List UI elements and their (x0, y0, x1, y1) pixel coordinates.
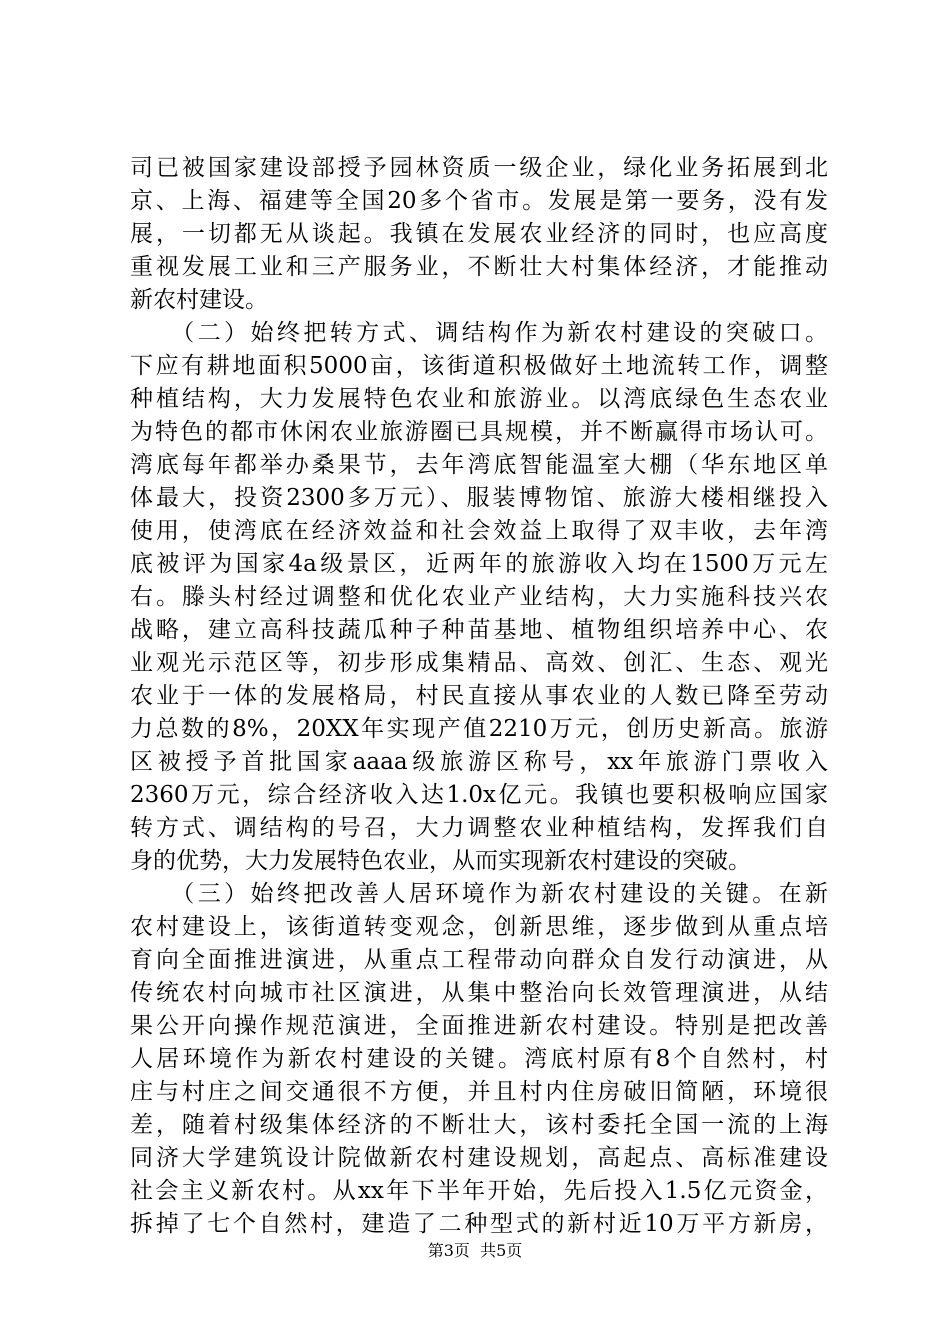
text-line: 转方式、调结构的号召，大力调整农业种植结构，发挥我们自 (130, 815, 828, 841)
text-line: 使用，使湾底在经济效益和社会效益上取得了双丰收，去年湾 (130, 518, 828, 544)
body-text (130, 152, 828, 1241)
text-line: 底被评为国家4a级景区，近两年的旅游收入均在1500万元左 (130, 551, 828, 577)
text-line: 下应有耕地面积5000亩，该街道积极做好土地流转工作，调整 (130, 353, 828, 379)
text-line: 为特色的都市休闲农业旅游圈已具规模，并不断赢得市场认可。 (130, 419, 828, 445)
text-line: 果公开向操作规范演进，全面推进新农村建设。特别是把改善 (130, 1013, 828, 1039)
text-line: 业观光示范区等，初步形成集精品、高效、创汇、生态、观光 (130, 650, 828, 676)
text-line: 农业于一体的发展格局，村民直接从事农业的人数已降至劳动 (130, 683, 828, 709)
text-line: 拆掉了七个自然村，建造了二种型式的新村近10万平方新房， (130, 1211, 828, 1237)
section-heading-line: （三）始终把改善人居环境作为新农村建设的关键。在新 (130, 881, 828, 907)
text-line: 体最大，投资2300多万元）、服装博物馆、旅游大楼相继投入 (130, 485, 828, 511)
text-line: 展，一切都无从谈起。我镇在发展农业经济的同时，也应高度 (130, 221, 828, 247)
section-heading-line: （二）始终把转方式、调结构作为新农村建设的突破口。 (130, 320, 828, 346)
text-line: 力总数的8%，20XX年实现产值2210万元，创历史新高。旅游 (130, 716, 828, 742)
text-line: 2360万元，综合经济收入达1.0x亿元。我镇也要积极响应国家 (130, 782, 828, 808)
text-line: 区被授予首批国家aaaa级旅游区称号，xx年旅游门票收入 (130, 749, 828, 775)
text-line: 传统农村向城市社区演进，从集中整治向长效管理演进，从结 (130, 980, 828, 1006)
text-line: 差，随着村级集体经济的不断壮大，该村委托全国一流的上海 (130, 1112, 828, 1138)
text-line: 新农村建设。 (130, 287, 268, 313)
text-line: 庄与村庄之间交通很不方便，并且村内住房破旧简陋，环境很 (130, 1079, 828, 1105)
text-line: 京、上海、福建等全国20多个省市。发展是第一要务，没有发 (130, 188, 828, 214)
text-line: 司已被国家建设部授予园林资质一级企业，绿化业务拓展到北 (130, 155, 828, 181)
text-line: 育向全面推进演进，从重点工程带动向群众自发行动演进，从 (130, 947, 828, 973)
text-line: 农村建设上，该街道转变观念，创新思维，逐步做到从重点培 (130, 914, 828, 940)
text-line: 同济大学建筑设计院做新农村建设规划，高起点、高标准建设 (130, 1145, 828, 1171)
text-line: 人居环境作为新农村建设的关键。湾底村原有8个自然村，村 (130, 1046, 828, 1072)
text-line: 湾底每年都举办桑果节，去年湾底智能温室大棚（华东地区单 (130, 452, 828, 478)
text-line: 右。滕头村经过调整和优化农业产业结构，大力实施科技兴农 (130, 584, 828, 610)
text-line: 重视发展工业和三产服务业，不断壮大村集体经济，才能推动 (130, 254, 828, 280)
page-footer: 第3页 共5页 (427, 1241, 523, 1260)
text-line: 战略，建立高科技蔬瓜种子种苗基地、植物组织培养中心、农 (130, 617, 828, 643)
text-line: 社会主义新农村。从xx年下半年开始，先后投入1.5亿元资金， (130, 1178, 828, 1204)
text-line: 种植结构，大力发展特色农业和旅游业。以湾底绿色生态农业 (130, 386, 828, 412)
text-line: 身的优势，大力发展特色农业，从而实现新农村建设的突破。 (130, 848, 751, 874)
